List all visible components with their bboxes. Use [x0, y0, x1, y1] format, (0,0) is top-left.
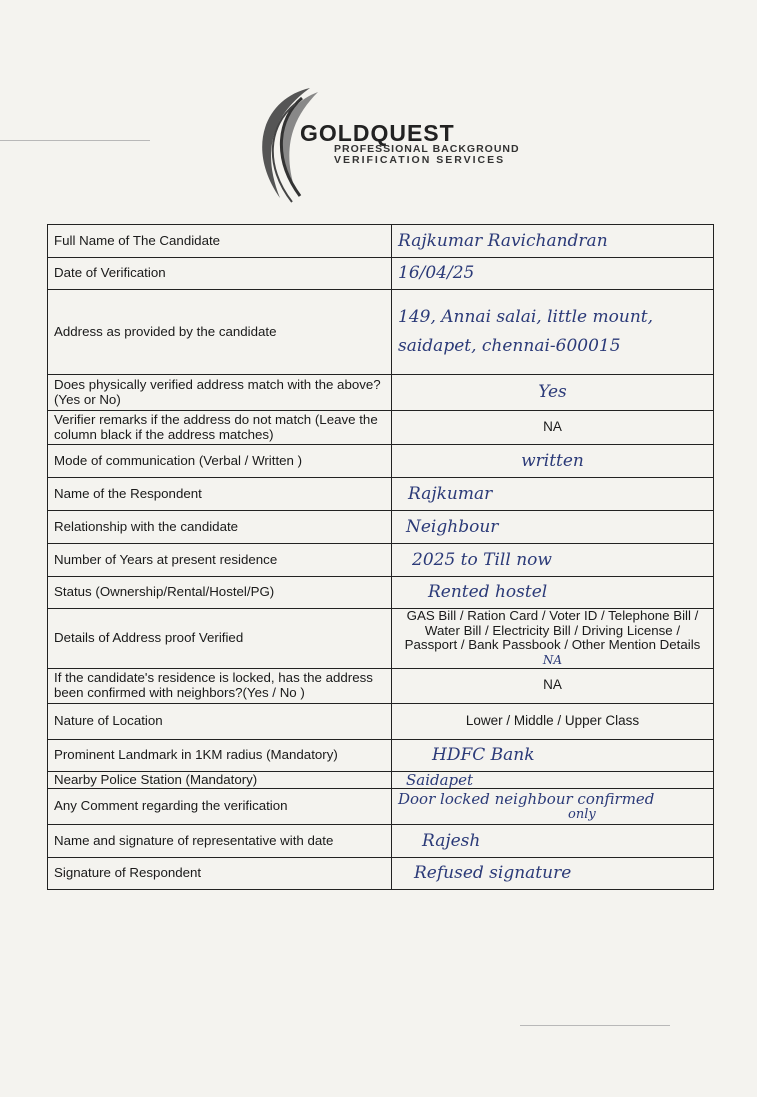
row-label: Prominent Landmark in 1KM radius (Mandatory) — [48, 739, 392, 771]
table-row — [48, 739, 714, 771]
comment-line-1: Door locked neighbour confirmed — [398, 790, 655, 809]
row-value — [392, 739, 714, 771]
scan-artifact — [0, 140, 150, 141]
respondent-signature: Refused signature — [414, 863, 572, 884]
table-row — [48, 771, 714, 789]
table-row — [48, 609, 714, 669]
verification-form-table — [47, 224, 714, 890]
row-value — [392, 609, 714, 669]
row-label: Address as provided by the candidate — [48, 290, 392, 375]
row-value — [392, 577, 714, 609]
proof-options-line-1: GAS Bill / Ration Card / Voter ID / Telephone Bill / — [406, 608, 699, 623]
communication-mode: written — [521, 450, 584, 471]
table-row — [48, 225, 714, 258]
table-row — [48, 290, 714, 375]
table-row — [48, 789, 714, 825]
scan-artifact — [520, 1025, 670, 1026]
row-label: Does physically verified address match with the above? (Yes or No) — [48, 375, 392, 411]
table-row — [48, 825, 714, 858]
row-label: Nearby Police Station (Mandatory) — [48, 771, 392, 789]
logo-subtitle-2: VERIFICATION SERVICES — [334, 154, 506, 166]
table-row — [48, 544, 714, 577]
proof-options-line-3: Passport / Bank Passbook / Other Mention Details — [404, 637, 701, 653]
police-station: Saidapet — [406, 770, 474, 789]
years-at-residence: 2025 to Till now — [412, 549, 552, 570]
row-value — [392, 544, 714, 577]
row-value — [392, 703, 714, 739]
proof-options-line-2: Water Bill / Electricity Bill / Driving License / — [424, 622, 681, 638]
row-label: Relationship with the candidate — [48, 511, 392, 544]
row-label: Verifier remarks if the address do not match (Leave the column black if the address matches) — [48, 411, 392, 445]
table-row — [48, 511, 714, 544]
table-row — [48, 258, 714, 290]
address-line-2: saidapet, chennai-600015 — [398, 336, 621, 356]
table-row — [48, 668, 714, 703]
row-value — [392, 668, 714, 703]
row-label: If the candidate's residence is locked, has the address been confirmed with neighbors?(Yes / No ) — [48, 668, 392, 703]
logo-subtitle-1: PROFESSIONAL BACKGROUND — [334, 143, 520, 155]
row-value — [392, 258, 714, 290]
proof-note: NA — [542, 652, 563, 667]
table-row — [48, 858, 714, 890]
neighbor-confirmation: NA — [543, 677, 562, 693]
row-label: Name of the Respondent — [48, 478, 392, 511]
goldquest-logo — [240, 78, 540, 218]
row-value — [392, 290, 714, 375]
row-label: Name and signature of representative with date — [48, 825, 392, 858]
candidate-name: Rajkumar Ravichandran — [398, 230, 608, 251]
row-value — [392, 411, 714, 445]
table-row — [48, 703, 714, 739]
verifier-remarks: NA — [543, 419, 562, 435]
landmark: HDFC Bank — [432, 744, 535, 765]
location-class: Lower / Middle / Upper Class — [465, 712, 640, 728]
row-value — [392, 789, 714, 825]
row-value — [392, 825, 714, 858]
row-value — [392, 225, 714, 258]
address-match-answer: Yes — [538, 382, 567, 403]
table-row — [48, 478, 714, 511]
table-row — [48, 411, 714, 445]
row-label: Nature of Location — [48, 703, 392, 739]
row-value — [392, 858, 714, 890]
row-value — [392, 375, 714, 411]
row-value — [392, 478, 714, 511]
row-value — [392, 445, 714, 478]
row-label: Status (Ownership/Rental/Hostel/PG) — [48, 577, 392, 609]
table-row — [48, 445, 714, 478]
address-line-1: 149, Annai salai, little mount, — [398, 307, 654, 328]
row-label: Mode of communication (Verbal / Written ) — [48, 445, 392, 478]
row-label: Signature of Respondent — [48, 858, 392, 890]
row-value — [392, 771, 714, 789]
row-label: Date of Verification — [48, 258, 392, 290]
logo-title: GOLDQUEST — [300, 120, 455, 146]
table-row — [48, 577, 714, 609]
representative-signature: Rajesh — [422, 830, 481, 851]
relationship: Neighbour — [406, 516, 499, 537]
residence-status: Rented hostel — [428, 582, 548, 603]
respondent-name: Rajkumar — [408, 483, 493, 504]
verification-date: 16/04/25 — [398, 263, 475, 284]
row-label: Details of Address proof Verified — [48, 609, 392, 669]
row-value — [392, 511, 714, 544]
row-label: Number of Years at present residence — [48, 544, 392, 577]
comment-line-2: only — [568, 806, 596, 822]
table-row — [48, 375, 714, 411]
row-label: Full Name of The Candidate — [48, 225, 392, 258]
row-label: Any Comment regarding the verification — [48, 789, 392, 825]
